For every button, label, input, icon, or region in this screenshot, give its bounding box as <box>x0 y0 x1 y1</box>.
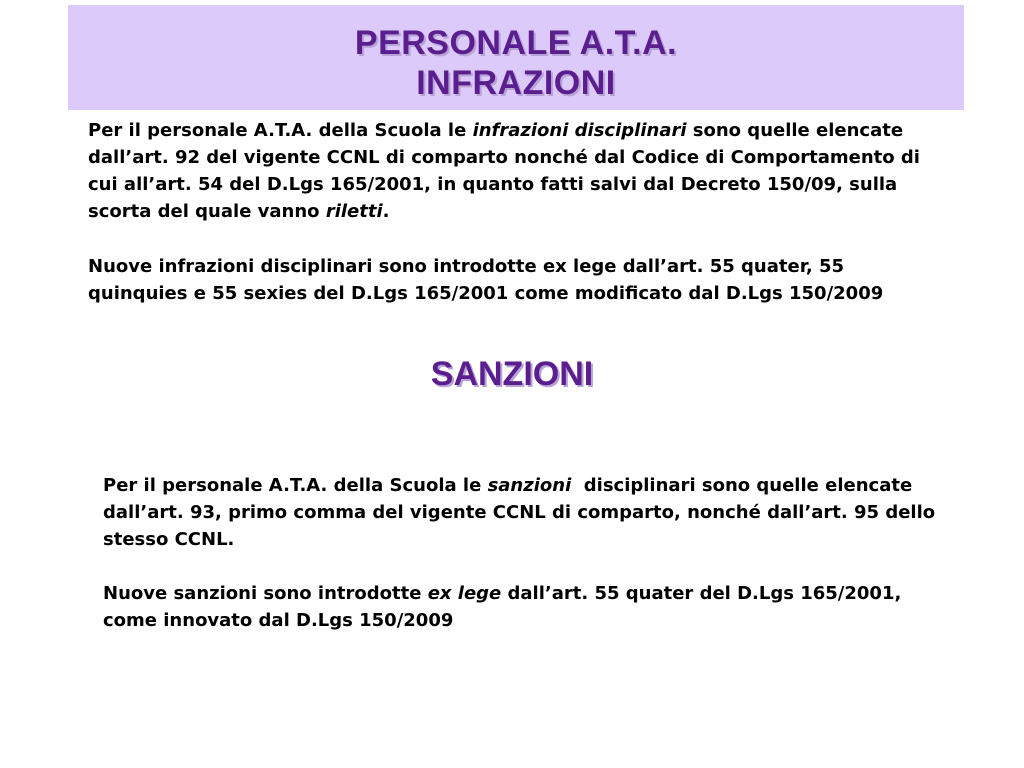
text-span: sono quelle elencate dall’art. 92 del vigente CCNL di comparto nonché dal Codice di Comportamento di cui all’art. 54 del D.Lgs 165/2001, in quanto fatti salvi dal Decreto 150/09, sulla scorta del quale vanno <box>88 120 920 222</box>
text-span: disciplinari sono quelle elencate dall’art. 93, primo comma del vigente CCNL di comparto, nonché dall’art. 95 dello stesso CCNL. <box>103 475 942 550</box>
sanzioni-paragraph-1 <box>103 472 953 553</box>
infrazioni-paragraph-1 <box>88 117 948 225</box>
title-banner <box>68 5 964 110</box>
text-span: . <box>382 201 390 222</box>
emphasis-ex-lege: ex lege <box>427 583 502 604</box>
emphasis-infrazioni-disciplinari: infrazioni disciplinari <box>472 120 687 141</box>
text-span: dall’art. 55 quater del D.Lgs 165/2001, come innovato dal D.Lgs 150/2009 <box>103 583 902 631</box>
text-span: Per il personale A.T.A. della Scuola le <box>103 475 488 496</box>
emphasis-riletti: riletti <box>325 201 383 222</box>
section-title-sanzioni: SANZIONI <box>430 355 594 393</box>
page-title-line2: INFRAZIONI <box>416 64 616 102</box>
text-span: Per il personale A.T.A. della Scuola le <box>88 120 473 141</box>
emphasis-sanzioni: sanzioni <box>487 475 572 496</box>
infrazioni-paragraph-2: Nuove infrazioni disciplinari sono introdotte ex lege dall’art. 55 quater, 55 quinquies e 55 sexies del D.Lgs 165/2001 come modificato dal D.Lgs 150/2009 <box>88 256 884 304</box>
text-span: Nuove sanzioni sono introdotte <box>103 583 428 604</box>
page-title-line1: PERSONALE A.T.A. <box>354 24 678 62</box>
sanzioni-paragraph-2 <box>103 580 953 634</box>
